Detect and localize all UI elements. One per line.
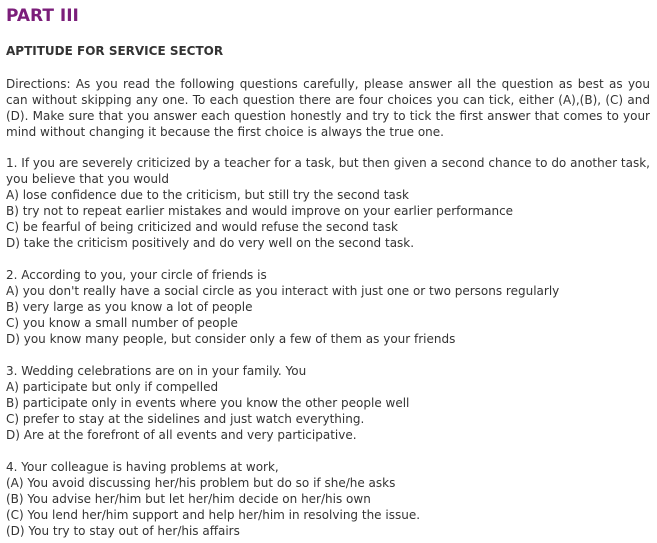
question-2 <box>6 267 650 347</box>
question-1 <box>6 155 650 251</box>
option-b: B) participate only in events where you know the other people well <box>6 396 410 410</box>
options-list <box>6 475 650 539</box>
option-a: A) you don't really have a social circle as you interact with just one or two persons regularly <box>6 284 560 298</box>
option-d: D) Are at the forefront of all events and very participative. <box>6 428 357 442</box>
option-b: (B) You advise her/him but let her/him decide on her/his own <box>6 492 371 506</box>
question-3 <box>6 363 650 443</box>
option-a: (A) You avoid discussing her/his problem but do so if she/he asks <box>6 476 396 490</box>
option-c: C) be fearful of being criticized and would refuse the second task <box>6 220 398 234</box>
options-list <box>6 379 650 443</box>
option-b: B) try not to repeat earlier mistakes and would improve on your earlier performance <box>6 204 514 218</box>
option-d: (D) You try to stay out of her/his affairs <box>6 524 240 538</box>
option-c: C) prefer to stay at the sidelines and just watch everything. <box>6 412 365 426</box>
option-a: A) participate but only if compelled <box>6 380 219 394</box>
option-d: D) take the criticism positively and do very well on the second task. <box>6 236 415 250</box>
question-stem: 1. If you are severely criticized by a teacher for a task, but then given a second chance to do another task, you believe that you would <box>6 156 650 186</box>
options-list <box>6 283 650 347</box>
option-c: (C) You lend her/him support and help her/him in resolving the issue. <box>6 508 421 522</box>
option-a: A) lose confidence due to the criticism, but still try the second task <box>6 188 409 202</box>
option-d: D) you know many people, but consider only a few of them as your friends <box>6 332 456 346</box>
option-c: C) you know a small number of people <box>6 316 238 330</box>
directions-paragraph: Directions: As you read the following questions carefully, please answer all the question as best as you can without skipping any one. To each question there are four choices you can tick, either (A),(B), (C) and (D). Make sure that you answer each question honestly and try to tick the first answer that comes to your mind without changing it because the first choice is always the true one. <box>6 77 650 139</box>
question-stem: 4. Your colleague is having problems at work, <box>6 460 279 474</box>
question-4 <box>6 459 650 539</box>
question-stem: 3. Wedding celebrations are on in your family. You <box>6 364 307 378</box>
options-list <box>6 187 650 251</box>
option-b: B) very large as you know a lot of people <box>6 300 253 314</box>
part-title: PART III <box>6 6 79 26</box>
section-subtitle: APTITUDE FOR SERVICE SECTOR <box>6 44 224 58</box>
question-stem: 2. According to you, your circle of friends is <box>6 268 267 282</box>
